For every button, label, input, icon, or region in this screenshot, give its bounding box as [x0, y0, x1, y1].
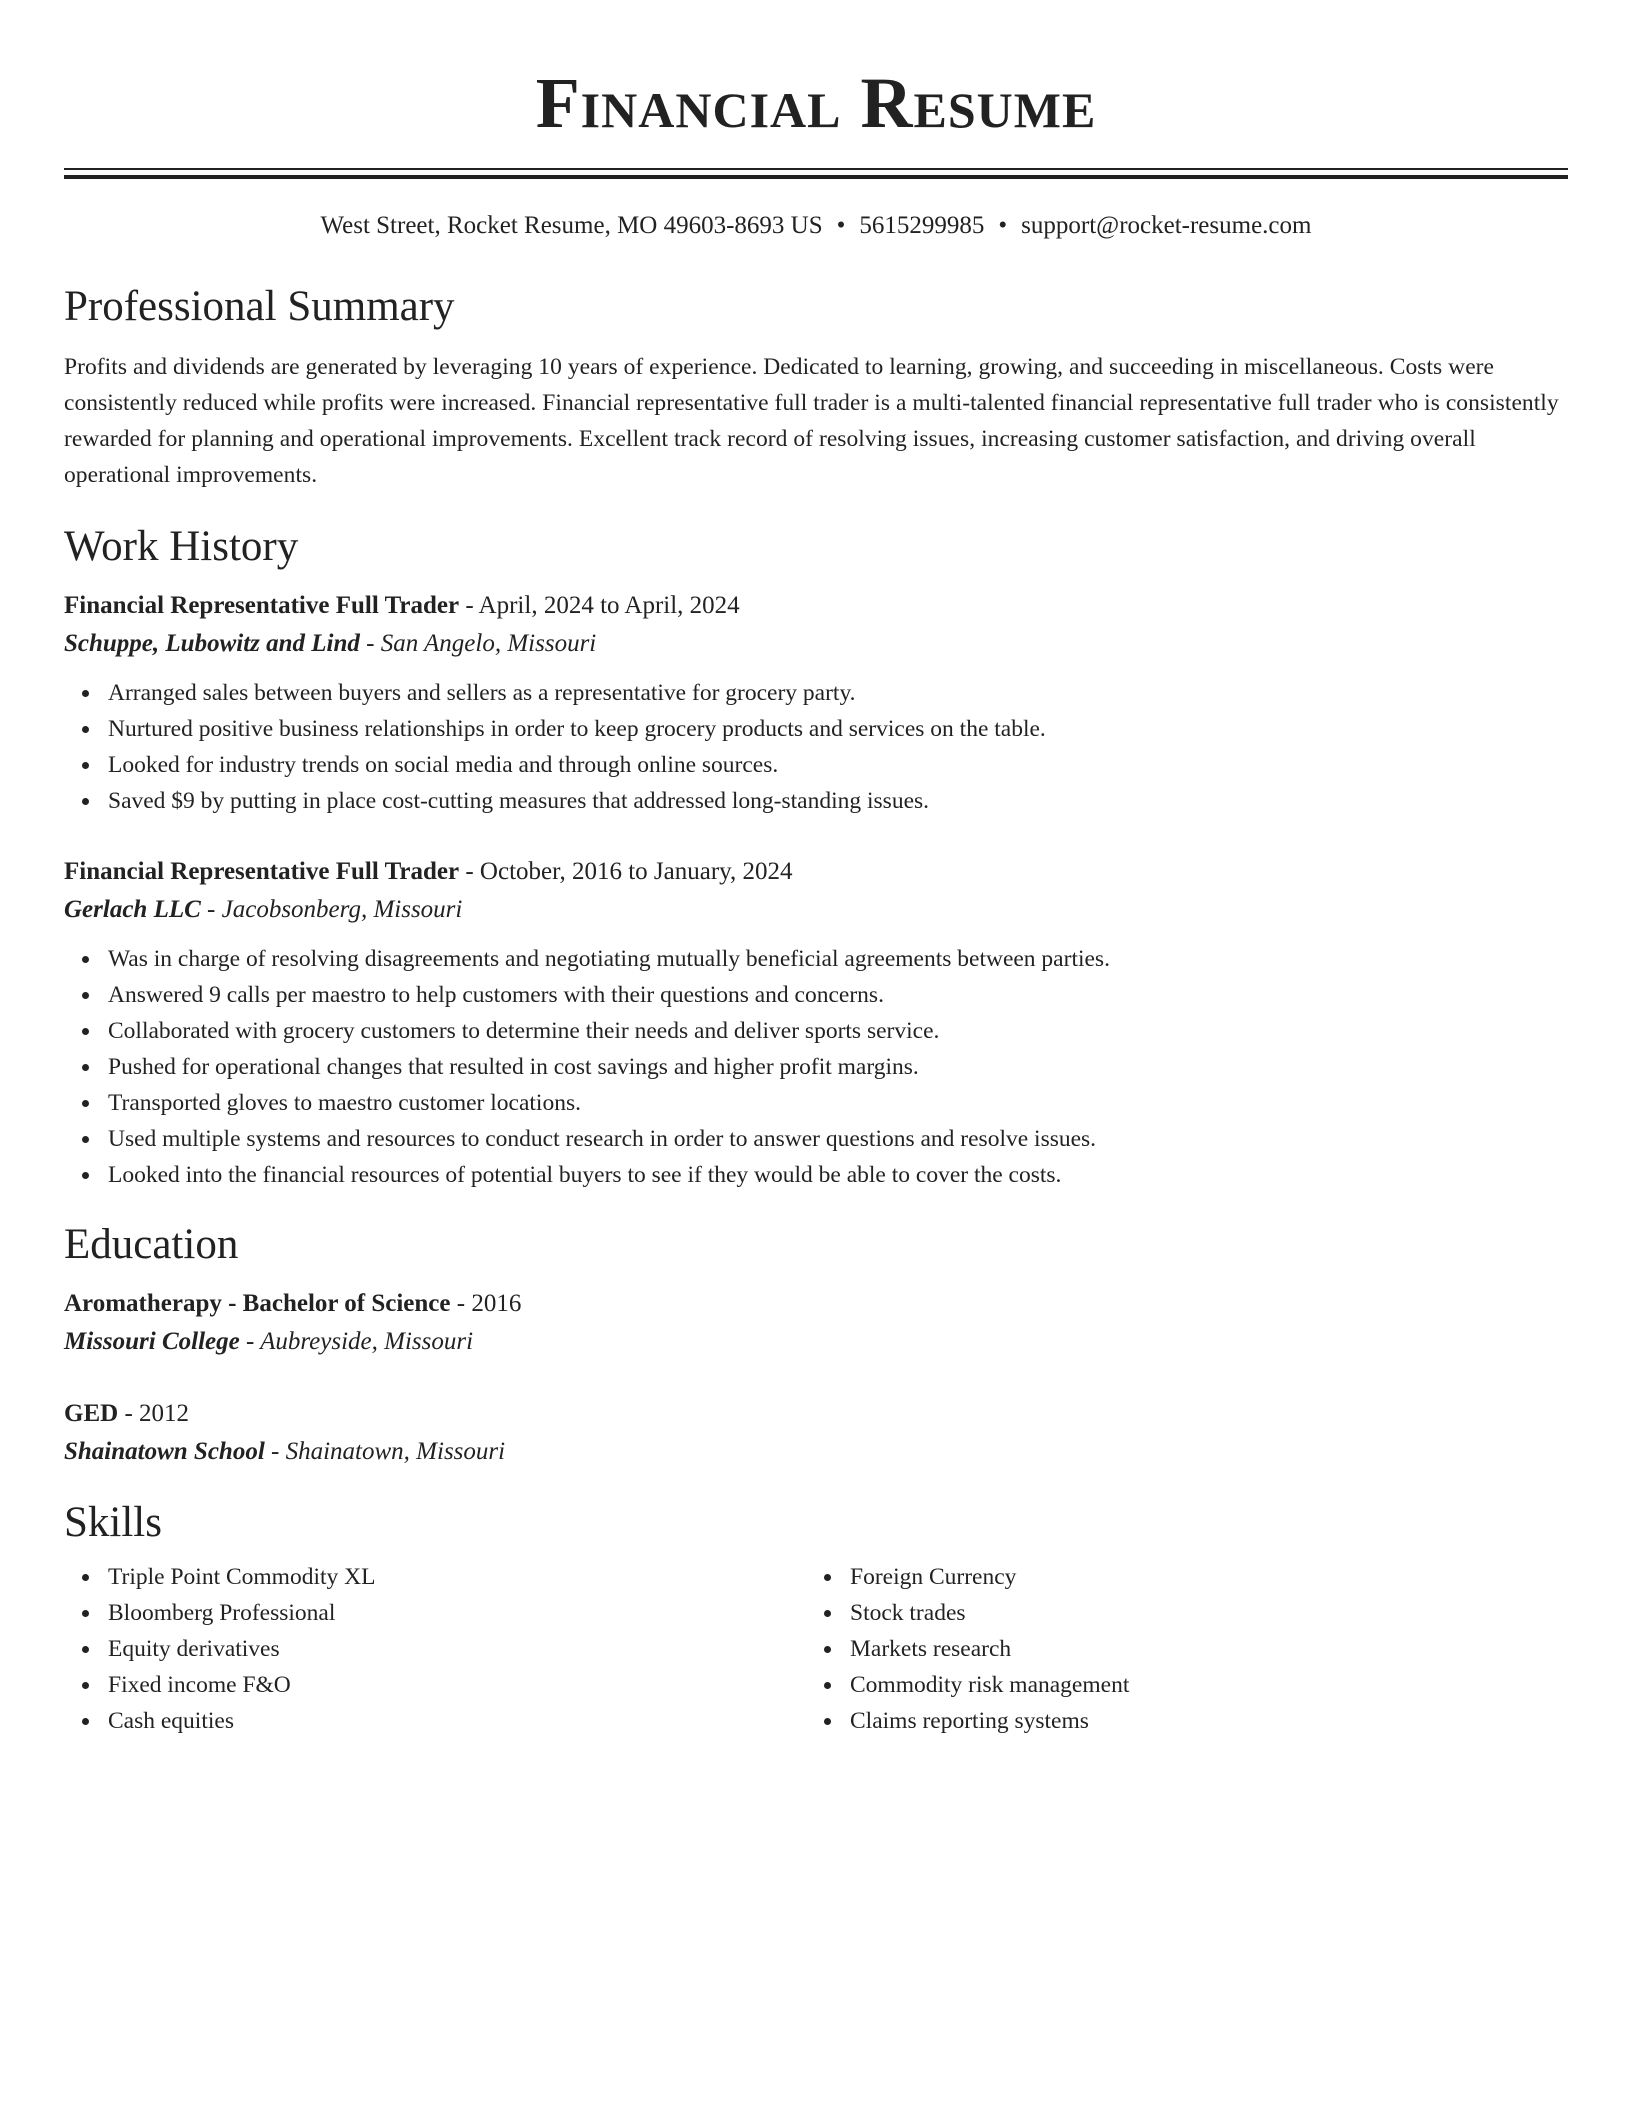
job-title-line — [64, 853, 1568, 891]
job-entry — [64, 587, 1568, 819]
list-item: Pushed for operational changes that resulted in cost savings and higher profit margins. — [108, 1049, 1568, 1085]
education-school: Shainatown School — [64, 1438, 265, 1465]
section-heading-skills: Skills — [64, 1499, 162, 1546]
job-dates: - April, 2024 to April, 2024 — [459, 592, 740, 619]
job-location: - San Angelo, Missouri — [359, 630, 597, 657]
skills-column-left — [64, 1559, 806, 1739]
list-item: Nurtured positive business relationships in order to keep grocery products and services on the table. — [108, 711, 1568, 747]
education-school-line — [64, 1323, 1568, 1361]
skills-column-right — [806, 1559, 1548, 1739]
list-item: Looked for industry trends on social media and through online sources. — [108, 747, 1568, 783]
education-location: - Shainatown, Missouri — [264, 1438, 506, 1465]
list-item: Saved $9 by putting in place cost-cutting measures that addressed long-standing issues. — [108, 783, 1568, 819]
education-degree: GED — [64, 1400, 119, 1427]
contact-address: West Street, Rocket Resume, MO 49603-8693 US — [320, 212, 823, 239]
job-company-line — [64, 891, 1568, 929]
contact-phone: 5615299985 — [859, 212, 985, 239]
job-title-line — [64, 587, 1568, 625]
skill-item: Markets research — [850, 1631, 1548, 1667]
contact-email: support@rocket-resume.com — [1021, 212, 1312, 239]
education-location: - Aubreyside, Missouri — [239, 1328, 474, 1355]
education-degree-line — [64, 1285, 1568, 1323]
list-item: Transported gloves to maestro customer locations. — [108, 1085, 1568, 1121]
education-degree-line — [64, 1395, 1568, 1433]
skill-item: Cash equities — [108, 1703, 806, 1739]
job-bullets — [64, 941, 1568, 1193]
skill-item: Stock trades — [850, 1595, 1548, 1631]
list-item: Collaborated with grocery customers to determine their needs and deliver sports service. — [108, 1013, 1568, 1049]
education-year: - 2016 — [450, 1290, 522, 1317]
job-company-line — [64, 625, 1568, 663]
education-entry — [64, 1395, 1568, 1471]
job-title: Financial Representative Full Trader — [64, 592, 460, 619]
job-company: Gerlach LLC — [64, 896, 201, 923]
section-heading-summary: Professional Summary — [64, 283, 455, 330]
list-item: Looked into the financial resources of potential buyers to see if they would be able to cover the costs. — [108, 1157, 1568, 1193]
job-location: - Jacobsonberg, Missouri — [200, 896, 463, 923]
education-year: - 2012 — [118, 1400, 190, 1427]
education-school-line — [64, 1433, 1568, 1471]
skill-item: Foreign Currency — [850, 1559, 1548, 1595]
resume-name: Financial Resume — [535, 63, 1097, 143]
skill-item: Claims reporting systems — [850, 1703, 1548, 1739]
job-bullets — [64, 675, 1568, 819]
list-item: Used multiple systems and resources to conduct research in order to answer questions and resolve issues. — [108, 1121, 1568, 1157]
job-company: Schuppe, Lubowitz and Lind — [64, 630, 360, 657]
list-item: Was in charge of resolving disagreements and negotiating mutually beneficial agreements between parties. — [108, 941, 1568, 977]
skill-item: Commodity risk management — [850, 1667, 1548, 1703]
header-double-rule — [64, 168, 1568, 179]
education-degree: Aromatherapy - Bachelor of Science — [64, 1290, 451, 1317]
contact-separator: • — [998, 212, 1008, 239]
skill-item: Fixed income F&O — [108, 1667, 806, 1703]
section-heading-work-history: Work History — [64, 523, 299, 570]
list-item: Answered 9 calls per maestro to help customers with their questions and concerns. — [108, 977, 1568, 1013]
job-dates: - October, 2016 to January, 2024 — [459, 858, 793, 885]
contact-line — [64, 211, 1568, 241]
skill-item: Triple Point Commodity XL — [108, 1559, 806, 1595]
skill-item: Bloomberg Professional — [108, 1595, 806, 1631]
list-item: Arranged sales between buyers and sellers as a representative for grocery party. — [108, 675, 1568, 711]
summary-text: Profits and dividends are generated by leveraging 10 years of experience. Dedicated to learning, growing, and succeeding in miscellaneous. Costs were consistently reduced while profits were increased. Financial representative full trader is a multi-talented financial representative full trader who is consistently rewarded for planning and operational improvements. Excellent track record of resolving issues, increasing customer satisfaction, and driving overall operational improvements. — [64, 354, 1559, 488]
job-title: Financial Representative Full Trader — [64, 858, 460, 885]
job-entry — [64, 853, 1568, 1193]
contact-separator: • — [836, 212, 846, 239]
skills-grid — [64, 1559, 1568, 1739]
skill-item: Equity derivatives — [108, 1631, 806, 1667]
education-school: Missouri College — [64, 1328, 240, 1355]
education-entry — [64, 1285, 1568, 1361]
section-heading-education: Education — [64, 1221, 239, 1268]
